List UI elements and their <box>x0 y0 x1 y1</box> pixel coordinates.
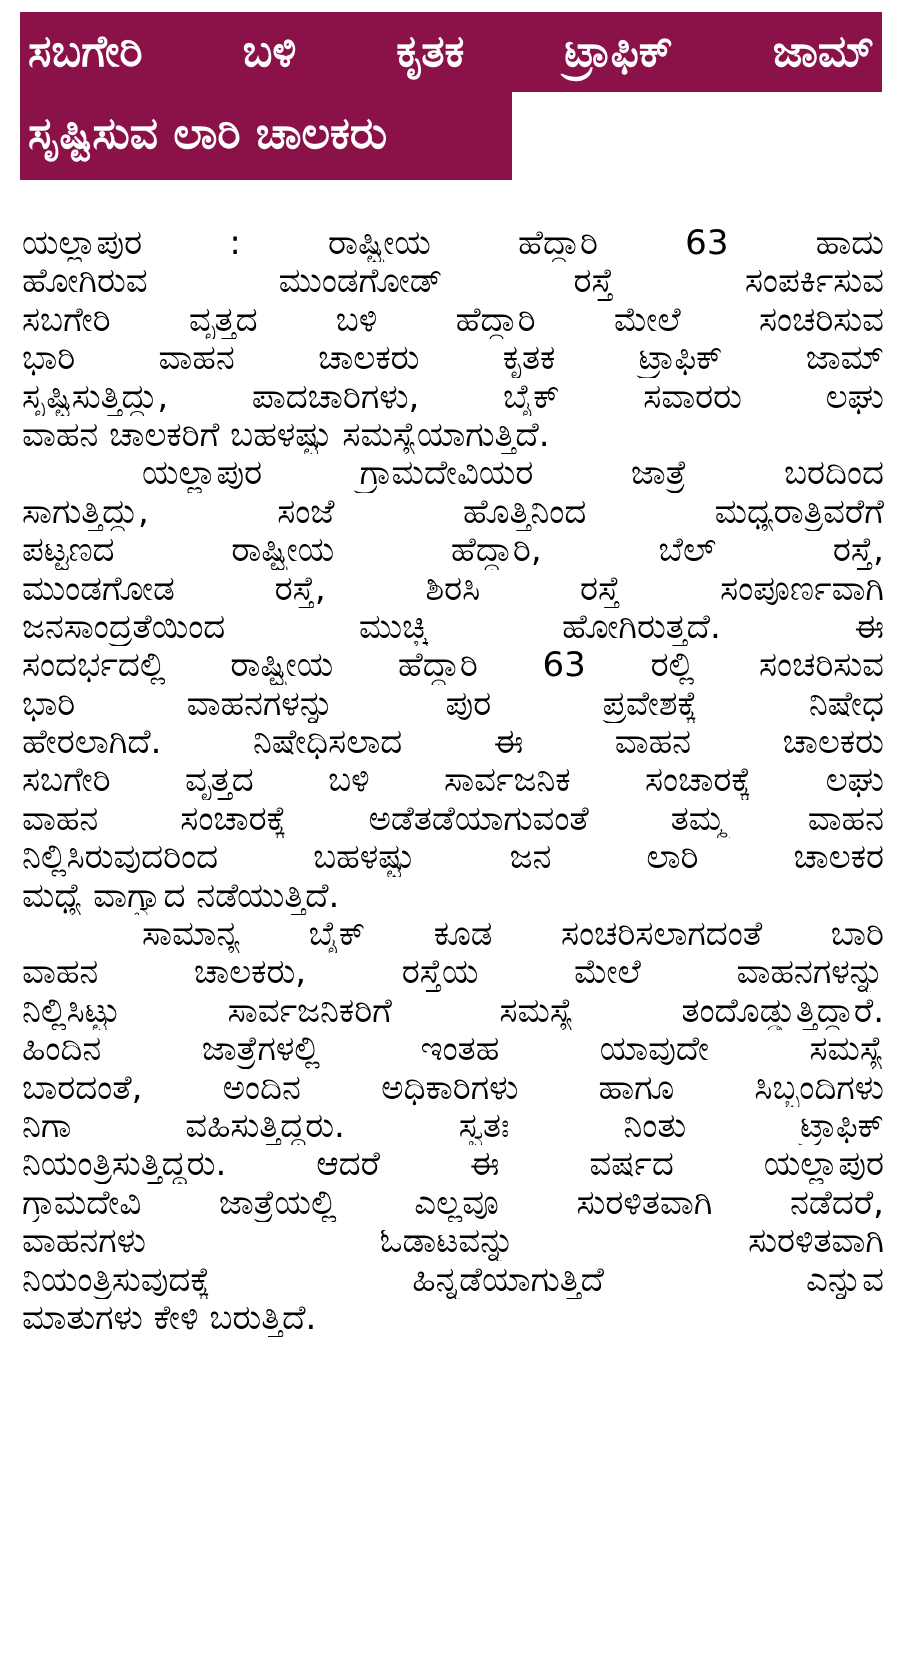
article-line: ಜನಸಾಂದ್ರತೆಯಿಂದ ಮುಚ್ಚಿ ಹೋಗಿರುತ್ತದೆ. ಈ <box>22 607 884 647</box>
article-line: ಯಲ್ಲಾಪುರ ಗ್ರಾಮದೇವಿಯರ ಜಾತ್ರೆ ಬರದಿಂದ <box>142 454 884 493</box>
article-line: ಹಿಂದಿನ ಜಾತ್ರೆಗಳಲ್ಲಿ ಇಂತಹ ಯಾವುದೇ ಸಮಸ್ಯೆ <box>22 1030 884 1069</box>
article-line: ಸಂದರ್ಭದಲ್ಲಿ ರಾಷ್ಟ್ರೀಯ ಹೆದ್ದಾರಿ 63 ರಲ್ಲಿ ಸಂಚರಿಸುವ <box>22 646 884 685</box>
article-line: ಸಾಗುತ್ತಿದ್ದು, ಸಂಜೆ ಹೊತ್ತಿನಿಂದ ಮಧ್ಯರಾತ್ರಿವರೆಗೆ <box>22 492 884 532</box>
article-line: ಸಬಗೇರಿ ವೃತ್ತದ ಬಳಿ ಹೆದ್ದಾರಿ ಮೇಲೆ ಸಂಚರಿಸುವ <box>22 300 884 340</box>
article-line: ಸೃಷ್ಟಿಸುತ್ತಿದ್ದು, ಪಾದಚಾರಿಗಳು, ಬೈಕ್ ಸವಾರರು ಲಘು <box>22 377 884 416</box>
article-line: ಹೋಗಿರುವ ಮುಂಡಗೋಡ್ ರಸ್ತೆ ಸಂಪರ್ಕಿಸುವ <box>22 262 884 301</box>
article-line: ನಿಗಾ ವಹಿಸುತ್ತಿದ್ದರು. ಸ್ವತಃ ನಿಂತು ಟ್ರಾಫಿಕ್ <box>22 1106 884 1146</box>
article-line: ಮಾತುಗಳು ಕೇಳಿ ಬರುತ್ತಿದೆ. <box>22 1298 317 1338</box>
article-line: ವಾಹನ ಚಾಲಕರು, ರಸ್ತೆಯ ಮೇಲೆ ವಾಹನಗಳನ್ನು <box>22 953 884 992</box>
headline-line-1: ಸಬಗೇರಿ ಬಳಿ ಕೃತಕ ಟ್ರಾಫಿಕ್ ಜಾಮ್ <box>20 12 882 92</box>
article-line: ಪಟ್ಟಣದ ರಾಷ್ಟ್ರೀಯ ಹೆದ್ದಾರಿ, ಬೆಲ್ ರಸ್ತೆ, <box>22 531 884 570</box>
article-line: ಗ್ರಾಮದೇವಿ ಜಾತ್ರೆಯಲ್ಲಿ ಎಲ್ಲವೂ ಸುರಳಿತವಾಗಿ ನಡೆದರೆ, <box>22 1183 884 1223</box>
article-line: ಸಬಗೇರಿ ವೃತ್ತದ ಬಳಿ ಸಾರ್ವಜನಿಕ ಸಂಚಾರಕ್ಕೆ ಲಘು <box>22 761 884 800</box>
article-line: ಭಾರಿ ವಾಹನ ಚಾಲಕರು ಕೃತಕ ಟ್ರಾಫಿಕ್ ಜಾಮ್ <box>22 339 884 378</box>
article-line: ಮುಂಡಗೋಡ ರಸ್ತೆ, ಶಿರಸಿ ರಸ್ತೆ ಸಂಪೂರ್ಣವಾಗಿ <box>22 569 884 608</box>
article-line: ಬಾರದಂತೆ, ಅಂದಿನ ಅಧಿಕಾರಿಗಳು ಹಾಗೂ ಸಿಬ್ಬಂದಿಗಳು <box>22 1068 884 1107</box>
article-line: ಸಾಮಾನ್ಯ ಬೈಕ್ ಕೂಡ ಸಂಚರಿಸಲಾಗದಂತೆ ಬಾರಿ <box>142 915 884 954</box>
article-body <box>22 224 884 1337</box>
article-line: ನಿಲ್ಲಿಸಿರುವುದರಿಂದ ಬಹಳಷ್ಟು ಜನ ಲಾರಿ ಚಾಲಕರ <box>22 838 884 877</box>
article-line: ನಿಲ್ಲಿಸಿಟ್ಟು ಸಾರ್ವಜನಿಕರಿಗೆ ಸಮಸ್ಯೆ ತಂದೊಡ್ಡುತ್ತಿದ್ದಾರೆ. <box>22 991 884 1031</box>
article-line: ಭಾರಿ ವಾಹನಗಳನ್ನು ಪುರ ಪ್ರವೇಶಕ್ಕೆ ನಿಷೇಧ <box>22 684 884 724</box>
headline-box <box>20 12 882 180</box>
article-line: ವಾಹನ ಸಂಚಾರಕ್ಕೆ ಅಡೆತಡೆಯಾಗುವಂತೆ ತಮ್ಮ ವಾಹನ <box>22 799 884 839</box>
headline-line-2: ಸೃಷ್ಟಿಸುವ ಲಾರಿ ಚಾಲಕರು <box>20 92 512 180</box>
article-line: ವಾಹನಗಳು ಓಡಾಟವನ್ನು ಸುರಳಿತವಾಗಿ <box>22 1222 884 1261</box>
article-line: ನಿಯಂತ್ರಿಸುತ್ತಿದ್ದರು. ಆದರೆ ಈ ವರ್ಷದ ಯಲ್ಲಾಪುರ <box>22 1145 884 1184</box>
article-line: ಮಧ್ಯೆ ವಾಗ್ವಾದ ನಡೆಯುತ್ತಿದೆ. <box>22 876 340 916</box>
article-line: ನಿಯಂತ್ರಿಸುವುದಕ್ಕೆ ಹಿನ್ನಡೆಯಾಗುತ್ತಿದೆ ಎನ್ನುವ <box>22 1260 884 1299</box>
article-line: ಹೇರಲಾಗಿದೆ. ನಿಷೇಧಿಸಲಾದ ಈ ವಾಹನ ಚಾಲಕರು <box>22 723 884 762</box>
article-line: ವಾಹನ ಚಾಲಕರಿಗೆ ಬಹಳಷ್ಟು ಸಮಸ್ಯೆಯಾಗುತ್ತಿದೆ. <box>22 415 550 455</box>
article-line: ಯಲ್ಲಾಪುರ : ರಾಷ್ಟ್ರೀಯ ಹೆದ್ದಾರಿ 63 ಹಾದು <box>22 224 884 263</box>
